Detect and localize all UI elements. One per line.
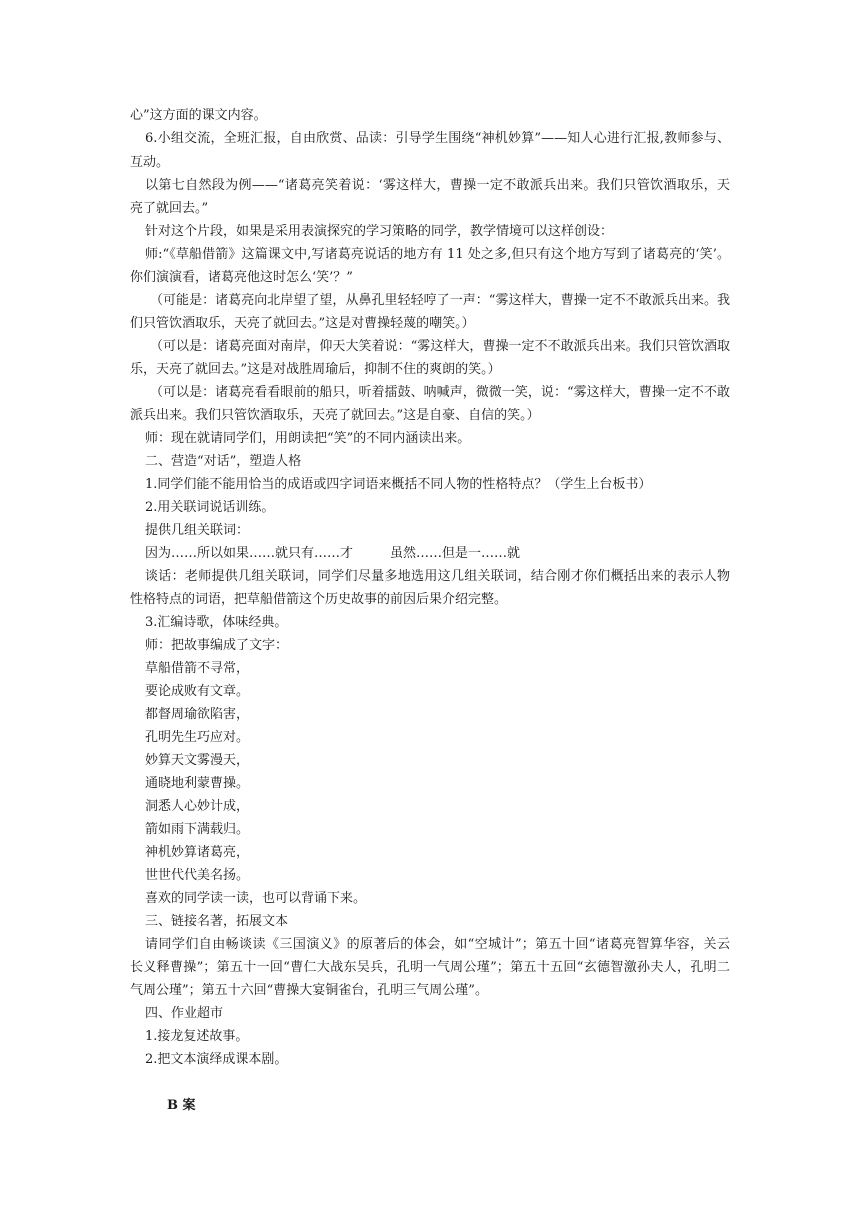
poem-line: 要论成败有文章。 (145, 684, 250, 699)
text-line: 2.把文本演绎成课本剧。 (145, 1052, 288, 1067)
text-line: 气周公瑾”；第五十六回“曹操大宴铜雀台，孔明三气周公瑾”。 (130, 983, 488, 998)
text-line: 1.接龙复述故事。 (145, 1029, 249, 1044)
text-line: 性格特点的词语，把草船借箭这个历史故事的前因后果介绍完整。 (130, 592, 508, 607)
text-line: 乐，天亮了就回去。”这是对战胜周瑜后，抑制不住的爽朗的笑。） (130, 362, 501, 377)
poem-line: 妙算天文雾漫天， (145, 753, 250, 768)
text-line: 针对这个片段，如果是采用表演探究的学习策略的同学，教学情境可以这样创设： (145, 224, 614, 239)
text-line: 师:“《草船借箭》这篇课文中,写诸葛亮说话的地方有 11 处之多,但只有这个地方写到了诸葛亮的‘笑’。 (145, 247, 730, 262)
text-line: 师：把故事编成了文字： (145, 638, 289, 653)
text-line: 喜欢的同学读一读，也可以背诵下来。 (145, 891, 367, 906)
text-line: 6.小组交流，全班汇报，自由欣赏、品读：引导学生围绕“神机妙算”——知人心进行汇报,教师参与、 (145, 131, 730, 146)
text-line: （可以是：诸葛亮面对南岸，仰天大笑着说：“雾这样大，曹操一定不不敢派兵出来。我们只管饮酒取 (150, 339, 730, 354)
text-line: 以第七自然段为例——“诸葛亮笑着说：‘雾这样大，曹操一定不敢派兵出来。我们只管饮酒取乐，天 (145, 178, 730, 193)
text-line: 1.同学们能不能用恰当的成语或四字词语来概括不同人物的性格特点？（学生上台板书） (145, 477, 652, 492)
text-line: 们只管饮酒取乐，天亮了就回去。”这是对曹操轻蔑的嘲笑。） (130, 316, 475, 331)
text-line: 心”这方面的课文内容。 (130, 108, 267, 123)
poem-line: 都督周瑜欲陷害， (145, 707, 250, 722)
poem-line: 孔明先生巧应对。 (145, 730, 250, 745)
poem-line: 洞悉人心妙计成， (145, 799, 250, 814)
poem-line: 箭如雨下满载归。 (145, 822, 250, 837)
text-line: 2.用关联词说话训练。 (145, 500, 275, 515)
text-line: （可以是：诸葛亮看看眼前的船只，听着擂鼓、呐喊声，微微一笑，说：“雾这样大，曹操一定不不敢 (150, 385, 730, 400)
text-line: 师：现在就请同学们，用朗读把“笑”的不同内涵读出来。 (145, 431, 471, 446)
section-heading: 二、营造“对话”，塑造人格 (145, 454, 302, 469)
text-line: 亮了就回去。” (130, 201, 209, 216)
poem-line: 世世代代美名扬。 (145, 868, 250, 883)
plan-heading: B 案 (167, 1098, 196, 1113)
text-line: 因为……所以如果……就只有……才 (145, 546, 354, 561)
text-line: 提供几组关联词： (145, 523, 250, 538)
text-line: 你们演演看，诸葛亮他这时怎么‘笑’？” (130, 270, 353, 285)
section-heading: 四、作业超市 (145, 1006, 224, 1021)
text-line: 谈话：老师提供几组关联词，同学们尽量多地选用这几组关联词，结合刚才你们概括出来的表示人物 (145, 569, 730, 584)
text-line: 请同学们自由畅谈读《三国演义》的原著后的体会，如“空城计”；第五十回“诸葛亮智算华容，关云 (145, 937, 730, 952)
poem-line: 通晓地利蒙曹操。 (145, 776, 250, 791)
poem-line: 草船借箭不寻常， (145, 661, 250, 676)
text-line: 3.汇编诗歌，体味经典。 (145, 615, 288, 630)
text-line: 派兵出来。我们只管饮酒取乐，天亮了就回去。”这是自豪、自信的笑。） (130, 408, 540, 423)
text-line: 虽然……但是一……就 (390, 546, 521, 561)
text-line: 互动。 (130, 155, 170, 170)
section-heading: 三、链接名著，拓展文本 (145, 914, 289, 929)
poem-line: 神机妙算诸葛亮， (145, 845, 250, 860)
text-line: （可能是：诸葛亮向北岸望了望，从鼻孔里轻轻哼了一声：“雾这样大，曹操一定不不敢派兵出来。我 (150, 293, 730, 308)
text-line: 长义释曹操”；第五十一回“曹仁大战东吴兵，孔明一气周公瑾”；第五十五回“玄德智激孙夫人，孔明二 (130, 960, 730, 975)
